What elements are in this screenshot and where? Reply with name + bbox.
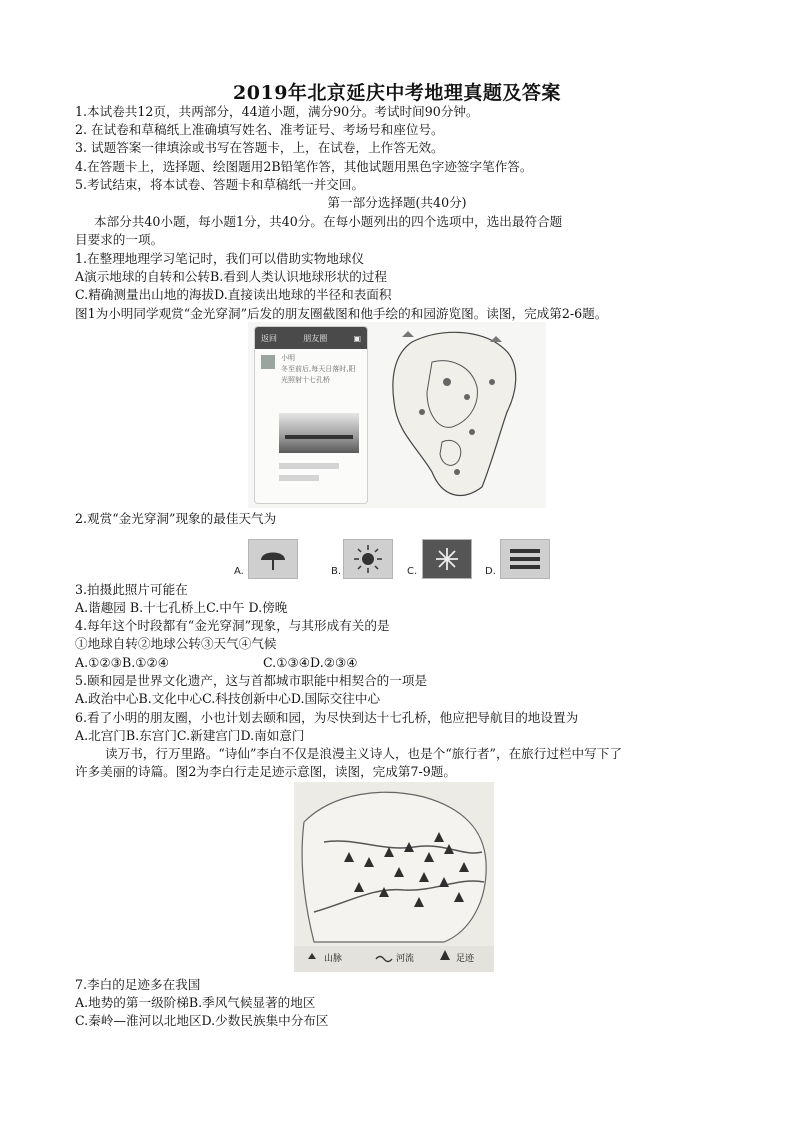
section-title: 第一部分选择题(共40分) — [327, 195, 467, 210]
question-3-options: A.谐趣园 B.十七孔桥上C.中午 D.傍晚 — [75, 600, 288, 615]
question-4-options-ab: A.①②③B.①②④ — [75, 655, 170, 670]
question-6-stem: 6.看了小明的朋友圈，小也计划去颐和园，为尽快到达十七孔桥，他应把导航目的地设置为 — [75, 710, 579, 725]
question-7-options: A.地势的第一级阶梯B.季风气候显著的地区 — [75, 995, 316, 1010]
phone-nav-bar — [255, 327, 367, 349]
bridge-photo — [279, 413, 359, 453]
sunny-icon — [343, 539, 393, 579]
question-6-options: A.北宫门B.东宫门C.新建宫门D.南如意门 — [75, 728, 305, 743]
question-7-stem: 7.李白的足迹多在我国 — [75, 977, 201, 992]
rain-icon — [248, 539, 298, 579]
avatar — [261, 355, 275, 369]
snow-icon — [422, 539, 472, 579]
figure-1-caption: 图1为小明同学观赏“金光穿洞”后发的朋友圈截图和他手绘的和园游览图。读图，完成第2-6题。 — [75, 306, 608, 321]
question-5-stem: 5.颐和园是世界文化遗产，这与首都城市职能中相契合的一项是 — [75, 673, 428, 688]
question-2-stem: 2.观赏“金光穿洞”现象的最佳天气为 — [75, 511, 277, 526]
travel-map — [294, 782, 494, 972]
question-5-options: A.政治中心B.文化中心C.科技创新中心D.国际交往中心 — [75, 691, 381, 706]
question-4-items: ①地球自转②地球公转③天气④气候 — [75, 636, 277, 651]
question-3-stem: 3.拍摄此照片可能在 — [75, 582, 188, 597]
weather-option-a-label: A. — [234, 566, 244, 577]
post-user: 小明 — [281, 354, 295, 362]
question-1-stem: 1.在整理地理学习笔记时，我们可以借助实物地球仪 — [75, 251, 365, 266]
camera-icon: ▣ — [353, 333, 361, 343]
question-4-options-cd: C.①③④D.②③④ — [263, 655, 358, 670]
moments-title: 朋友圈 — [303, 333, 328, 343]
instruction-line: 5.考试结束，将本试卷、答题卡和草稿纸一并交回。 — [75, 177, 365, 192]
back-label: 返回 — [261, 333, 277, 343]
legend-river: 河流 — [396, 954, 415, 964]
weather-option-d-label: D. — [485, 566, 496, 577]
instruction-line: 4.在答题卡上，选择题、绘图题用2B铅笔作答，其他试题用黑色字迹签字笔作答。 — [75, 159, 533, 174]
fog-icon — [500, 539, 550, 579]
weather-option-c-label: C. — [407, 566, 418, 577]
legend-mountain: 山脉 — [324, 954, 343, 964]
legend-footprint: 足迹 — [456, 954, 475, 964]
instruction-line: 3. 试题答案一律填涂或书写在答题卡，上，在试卷，上作答无效。 — [75, 140, 444, 155]
figure-1 — [248, 322, 546, 508]
instruction-line: 2. 在试卷和草稿纸上准确填写姓名、准考证号、考场号和座位号。 — [75, 122, 444, 137]
passage-line: 读万书，行万里路。“诗仙”李白不仅是浪漫主义诗人，也是个“旅行者”，在旅行过栏中写下了 — [105, 746, 622, 761]
passage-line: 许多美丽的诗篇。图2为李白行走足迹示意图，读图，完成第7-9题。 — [75, 764, 456, 779]
question-4-stem: 4.每年这个时段都有“金光穿洞”现象，与其形成有关的是 — [75, 618, 390, 633]
weather-option-b-label: B. — [331, 566, 342, 577]
question-1-options: C.精确测量出山地的海拔D.直接读出地球的半径和表面积 — [75, 287, 392, 302]
question-1-options: A演示地球的自转和公转B.看到人类认识地球形状的过程 — [75, 269, 388, 284]
phone-screenshot — [254, 326, 368, 504]
park-map-sketch — [372, 322, 544, 508]
instruction-line: 1.本试卷共12页，共两部分，44道小题，满分90分。考试时间90分钟。 — [75, 104, 479, 119]
page-title: 2019年北京延庆中考地理真题及答案 — [233, 82, 561, 104]
question-7-options: C.秦岭—淮河以北地区D.少数民族集中分布区 — [75, 1013, 329, 1028]
post-text: 冬至前后,每天日落时,阳光照射十七孔桥 — [281, 365, 356, 384]
section-intro: 目要求的一项。 — [75, 232, 164, 247]
figure-2 — [294, 782, 494, 972]
section-intro: 本部分共40小题，每小题1分，共40分。在每小题列出的四个选项中，选出最符合题 — [94, 214, 563, 229]
